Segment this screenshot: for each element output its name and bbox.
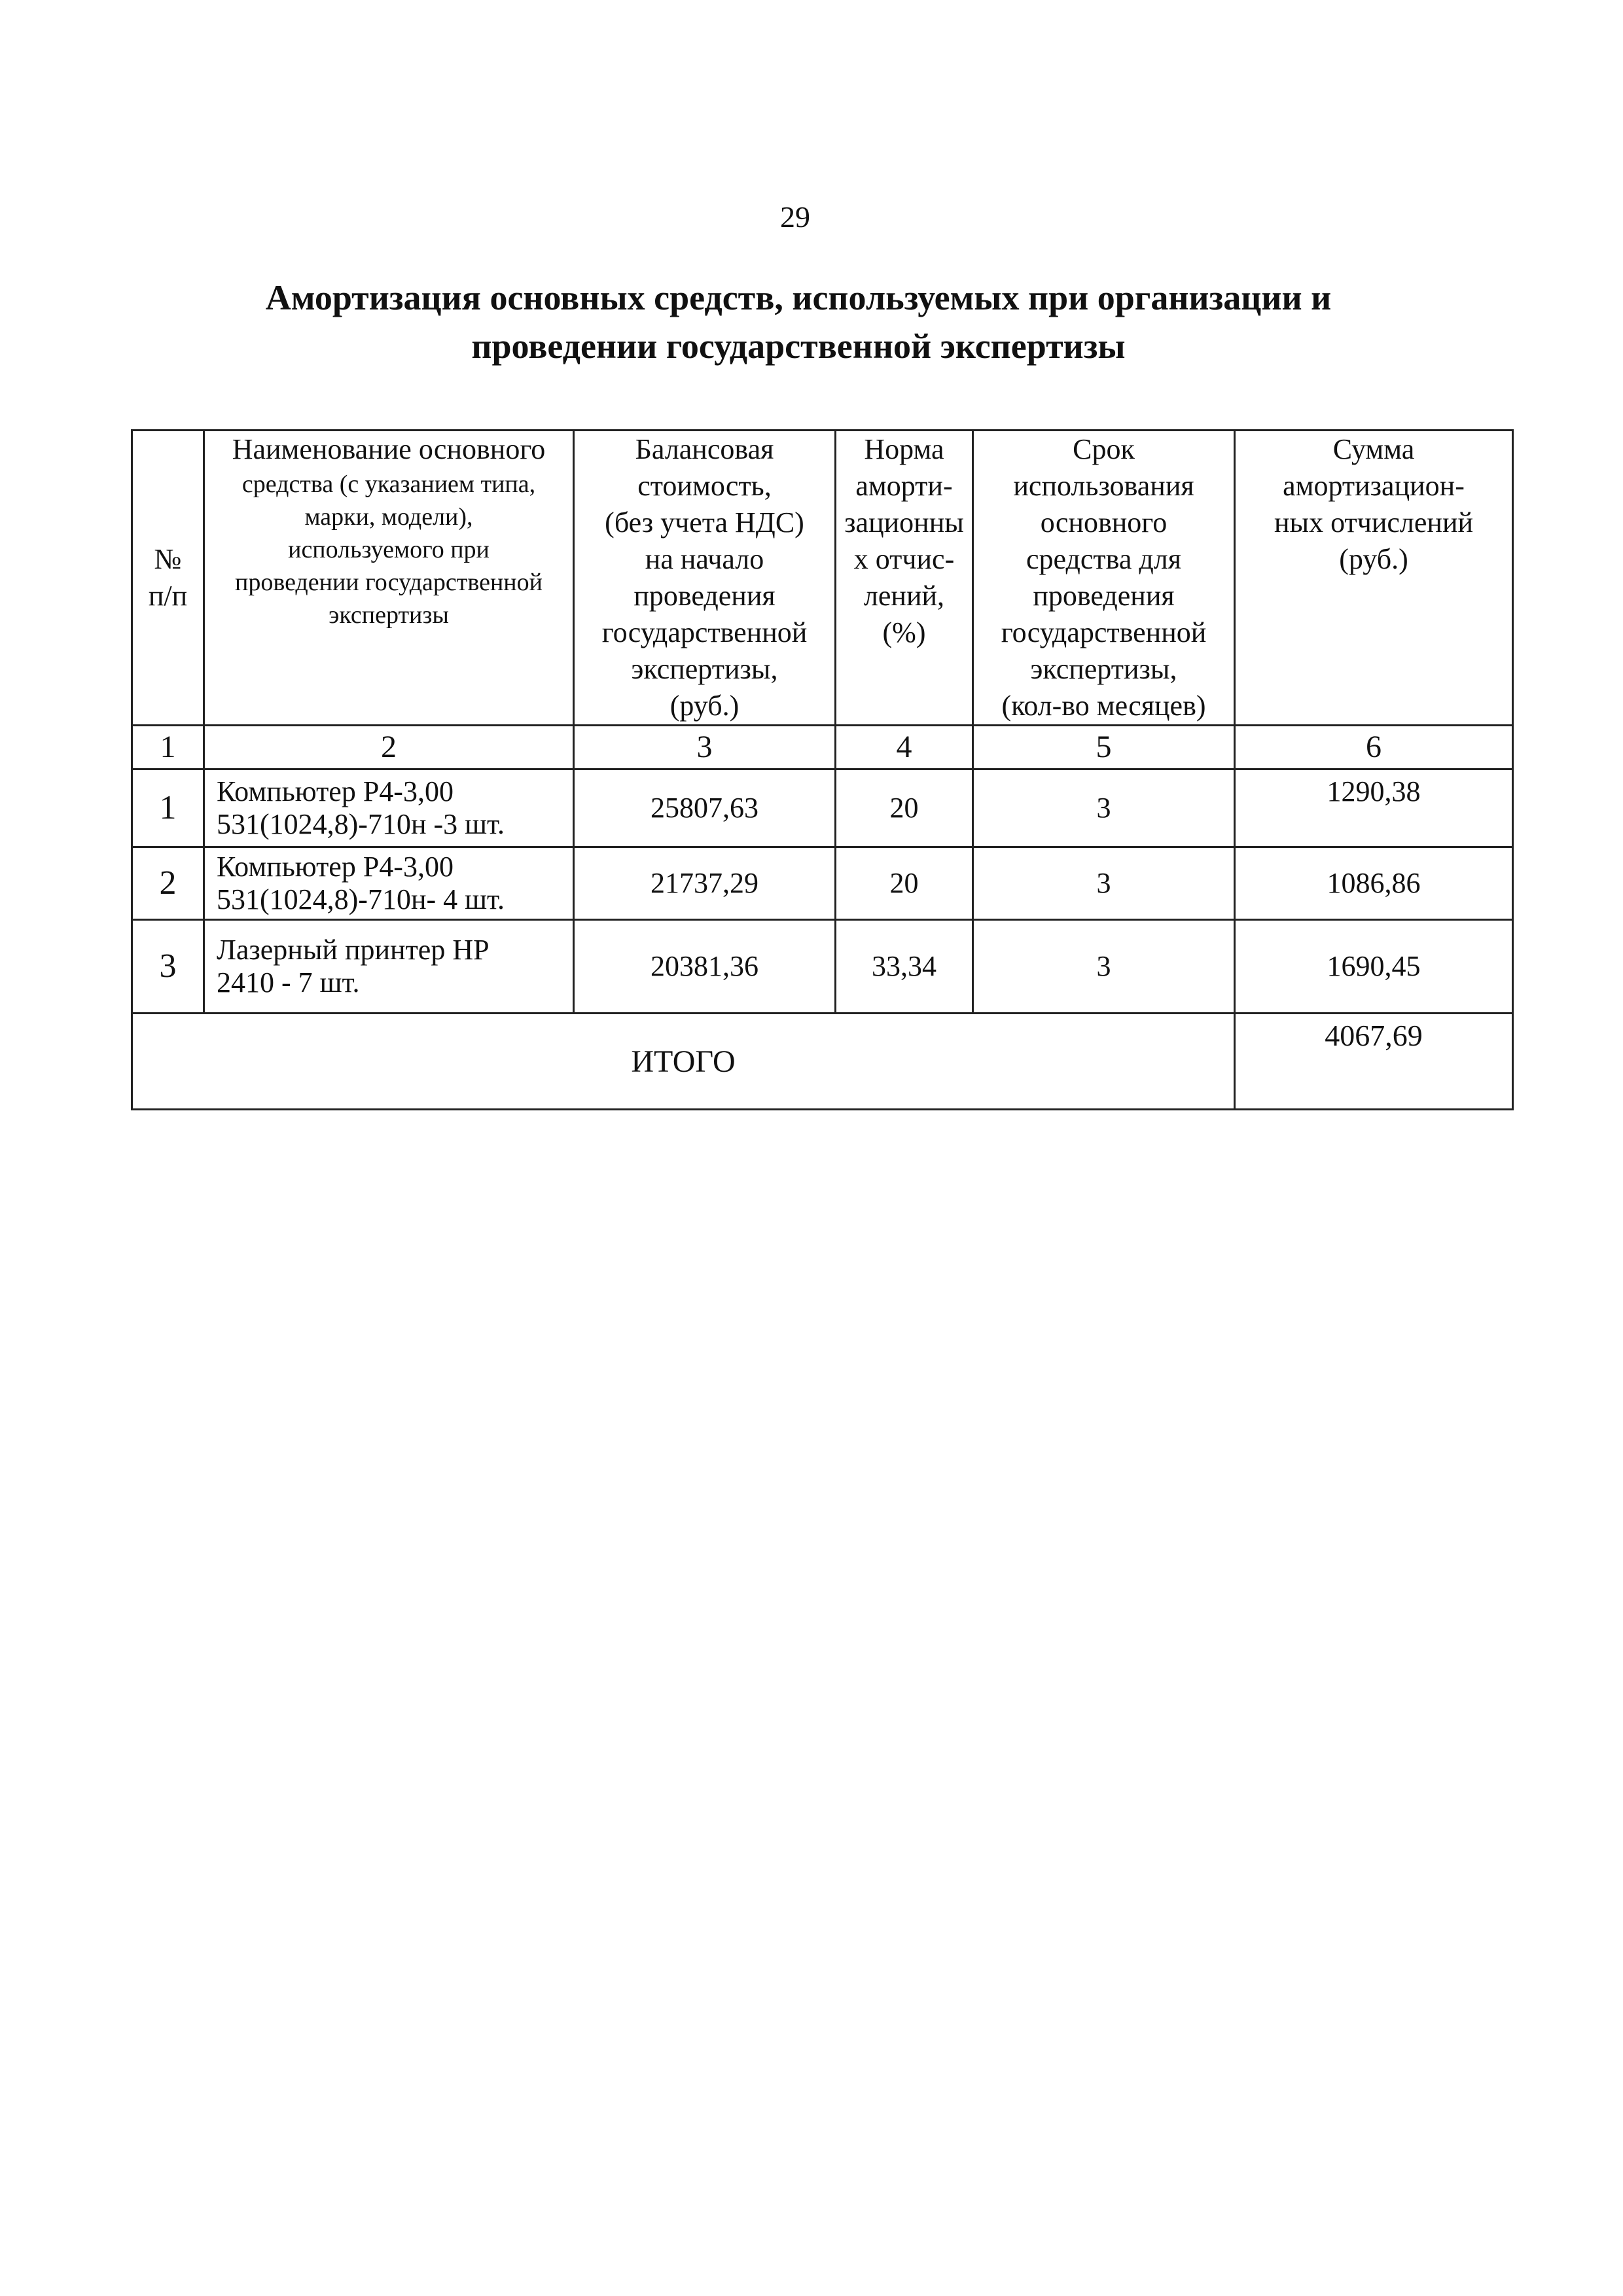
header-balance-line: Балансовая <box>635 433 774 465</box>
header-name-line: экспертизы <box>329 601 449 629</box>
header-balance-line: стоимость, <box>637 470 772 502</box>
table-row <box>132 847 1513 920</box>
header-number-line: п/п <box>148 580 188 612</box>
column-number-row <box>132 726 1513 769</box>
header-rate-line: х отчис- <box>853 543 955 575</box>
header-term-line: (кол-во месяцев) <box>1001 690 1206 722</box>
column-number: 4 <box>836 726 973 769</box>
header-number <box>132 431 204 726</box>
balance-value: 21737,29 <box>574 847 836 920</box>
depreciation-sum: 1086,86 <box>1235 847 1513 920</box>
header-term-line: использования <box>1013 470 1194 502</box>
page-number: 29 <box>780 200 810 234</box>
header-sum-line: амортизацион- <box>1283 470 1465 502</box>
usage-term: 3 <box>973 920 1235 1014</box>
header-balance-line: государственной <box>601 616 808 648</box>
header-number-line: № <box>154 543 182 575</box>
document-title-line-1: Амортизация основных средств, используемых при организации и <box>265 278 1332 317</box>
header-asset-name <box>204 431 574 726</box>
balance-value: 25807,63 <box>574 769 836 847</box>
header-depreciation-sum <box>1235 431 1513 726</box>
total-row <box>132 1014 1513 1110</box>
document-title-line-2: проведении государственной экспертизы <box>471 327 1126 366</box>
asset-name-line: 2410 - 7 шт. <box>217 966 360 998</box>
row-number: 1 <box>132 769 204 847</box>
header-sum-line: Сумма <box>1332 433 1415 465</box>
table-header-row <box>132 431 1513 726</box>
header-name-line: Наименование основного <box>232 433 546 465</box>
asset-name-line: 531(1024,8)-710н -3 шт. <box>217 808 505 840</box>
depreciation-rate: 20 <box>836 769 973 847</box>
asset-name <box>204 920 574 1014</box>
header-term-line: государственной <box>1001 616 1207 648</box>
header-rate-line: (%) <box>882 616 926 648</box>
header-name-line: марки, модели), <box>304 503 473 531</box>
header-term-line: основного <box>1040 506 1168 539</box>
column-number: 3 <box>574 726 836 769</box>
column-number: 1 <box>132 726 204 769</box>
usage-term: 3 <box>973 847 1235 920</box>
header-term-line: экспертизы, <box>1030 653 1177 685</box>
balance-value: 20381,36 <box>574 920 836 1014</box>
header-balance-line: проведения <box>633 580 776 612</box>
header-rate-line: Норма <box>864 433 944 465</box>
header-sum-line: (руб.) <box>1339 543 1408 575</box>
header-balance-line: на начало <box>645 543 764 575</box>
asset-name-line: Лазерный принтер НР <box>217 934 490 966</box>
header-balance-line: (без учета НДС) <box>605 506 804 539</box>
header-name-line: проведении государственной <box>235 569 543 596</box>
depreciation-rate: 20 <box>836 847 973 920</box>
header-term-line: проведения <box>1033 580 1175 612</box>
total-label: ИТОГО <box>132 1014 1235 1110</box>
document-title <box>190 274 1407 370</box>
header-balance-line: (руб.) <box>669 690 740 722</box>
usage-term: 3 <box>973 769 1235 847</box>
row-number: 3 <box>132 920 204 1014</box>
header-term-line: Срок <box>1073 433 1135 465</box>
header-balance-value <box>574 431 836 726</box>
asset-name <box>204 847 574 920</box>
asset-name-line: 531(1024,8)-710н- 4 шт. <box>217 883 505 915</box>
total-value: 4067,69 <box>1235 1014 1513 1110</box>
asset-name-line: Компьютер Р4-3,00 <box>217 775 454 807</box>
header-name-line: используемого при <box>288 536 490 563</box>
depreciation-table <box>131 429 1514 1110</box>
depreciation-rate: 33,34 <box>836 920 973 1014</box>
column-number: 6 <box>1235 726 1513 769</box>
asset-name-line: Компьютер Р4-3,00 <box>217 851 454 883</box>
header-rate-line: лений, <box>863 580 945 612</box>
depreciation-sum: 1290,38 <box>1235 769 1513 847</box>
table-row <box>132 769 1513 847</box>
table-row <box>132 920 1513 1014</box>
depreciation-sum: 1690,45 <box>1235 920 1513 1014</box>
row-number: 2 <box>132 847 204 920</box>
header-usage-term <box>973 431 1235 726</box>
header-term-line: средства для <box>1026 543 1181 575</box>
header-depreciation-rate <box>836 431 973 726</box>
header-name-line: средства (с указанием типа, <box>241 470 536 498</box>
asset-name <box>204 769 574 847</box>
header-rate-line: аморти- <box>855 470 953 502</box>
column-number: 2 <box>204 726 574 769</box>
header-balance-line: экспертизы, <box>631 653 778 685</box>
column-number: 5 <box>973 726 1235 769</box>
header-sum-line: ных отчислений <box>1274 506 1474 539</box>
header-rate-line: зационны <box>844 506 964 539</box>
